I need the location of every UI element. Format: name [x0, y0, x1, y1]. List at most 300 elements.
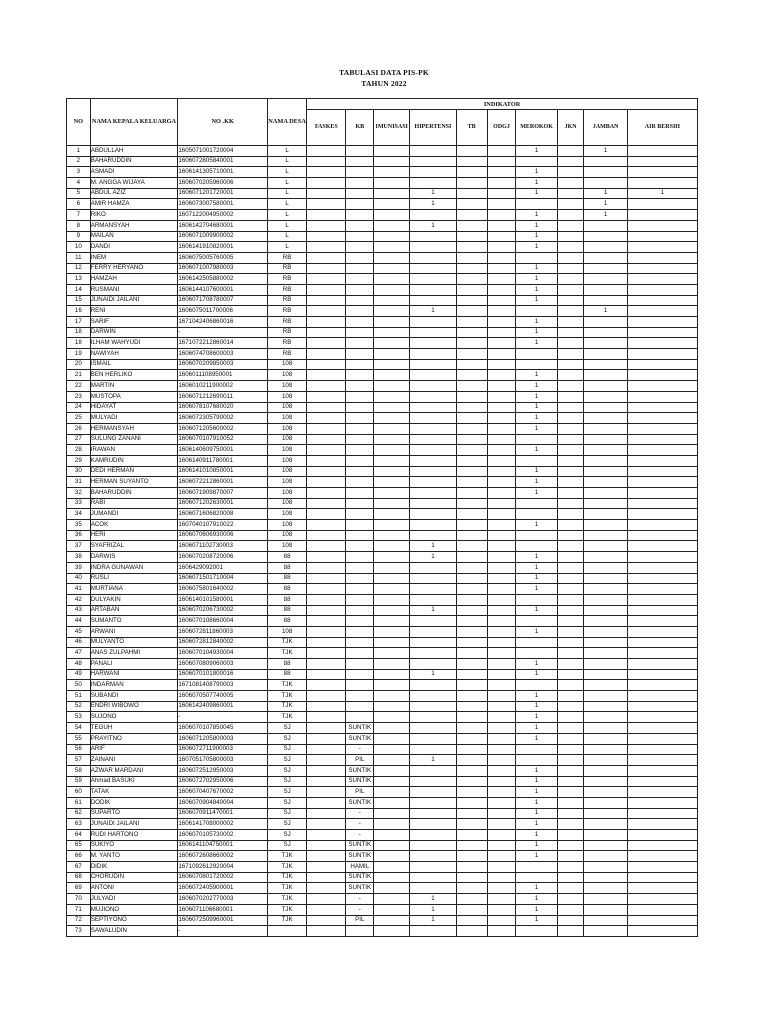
table-row	[67, 477, 698, 488]
cell-desa: SJ	[268, 819, 307, 830]
cell-air-bersih	[627, 594, 697, 605]
cell-jamban	[584, 530, 627, 541]
cell-imunisasi	[374, 263, 410, 274]
cell-tb	[456, 594, 487, 605]
table-row	[67, 520, 698, 531]
cell-faskes	[307, 659, 346, 670]
cell-tb	[456, 680, 487, 691]
table-row	[67, 541, 698, 552]
cell-air-bersih	[627, 862, 697, 873]
cell-jkn	[557, 637, 584, 648]
cell-faskes	[307, 370, 346, 381]
cell-imunisasi	[374, 904, 410, 915]
cell-desa: 108	[268, 413, 307, 424]
cell-jkn	[557, 626, 584, 637]
cell-nama: SEPTIYONO	[90, 915, 178, 926]
cell-no: 55	[67, 733, 91, 744]
cell-kb	[346, 381, 374, 392]
cell-merokok: 1	[516, 562, 557, 573]
cell-nama: HERMANSYAH	[90, 423, 178, 434]
cell-merokok: 1	[516, 669, 557, 680]
cell-odgj	[487, 423, 516, 434]
cell-jkn	[557, 701, 584, 712]
table-row	[67, 573, 698, 584]
cell-no-kk: 1606140911780001	[178, 455, 268, 466]
cell-odgj	[487, 819, 516, 830]
cell-no: 24	[67, 402, 91, 413]
cell-jamban	[584, 231, 627, 242]
cell-desa: 88	[268, 584, 307, 595]
cell-air-bersih	[627, 220, 697, 231]
cell-nama: MURTIANA	[90, 584, 178, 595]
cell-desa: 108	[268, 445, 307, 456]
cell-odgj	[487, 926, 516, 937]
cell-nama: Ahmad BASUKI	[90, 776, 178, 787]
cell-merokok	[516, 306, 557, 317]
cell-no-kk: 1606070206730002	[178, 605, 268, 616]
cell-jamban	[584, 872, 627, 883]
cell-imunisasi	[374, 712, 410, 723]
cell-no-kk: 1606429092001	[178, 562, 268, 573]
cell-desa: RB	[268, 306, 307, 317]
cell-odgj	[487, 327, 516, 338]
cell-tb	[456, 252, 487, 263]
cell-hipertensi	[410, 862, 456, 873]
cell-nama: BAHARUDDIN	[90, 156, 178, 167]
cell-tb	[456, 188, 487, 199]
cell-merokok: 1	[516, 210, 557, 221]
cell-no-kk: 1606078107680020	[178, 402, 268, 413]
cell-desa: TJK	[268, 883, 307, 894]
cell-jkn	[557, 156, 584, 167]
table-row	[67, 167, 698, 178]
cell-nama: NAWIYAH	[90, 349, 178, 360]
cell-no: 37	[67, 541, 91, 552]
cell-tb	[456, 509, 487, 520]
table-row	[67, 712, 698, 723]
cell-hipertensi	[410, 445, 456, 456]
cell-jkn	[557, 755, 584, 766]
cell-odgj	[487, 509, 516, 520]
cell-desa: SJ	[268, 830, 307, 841]
table-row	[67, 349, 698, 360]
cell-desa: TJK	[268, 712, 307, 723]
cell-imunisasi	[374, 402, 410, 413]
cell-faskes	[307, 488, 346, 499]
cell-odgj	[487, 488, 516, 499]
cell-odgj	[487, 359, 516, 370]
cell-odgj	[487, 466, 516, 477]
cell-faskes	[307, 284, 346, 295]
cell-desa: 108	[268, 370, 307, 381]
cell-kb	[346, 488, 374, 499]
cell-desa: L	[268, 156, 307, 167]
cell-nama: ANAS ZULPAHMI	[90, 648, 178, 659]
cell-kb	[346, 616, 374, 627]
cell-kb: -	[346, 830, 374, 841]
cell-kb	[346, 391, 374, 402]
cell-jamban	[584, 242, 627, 253]
cell-hipertensi: 1	[410, 306, 456, 317]
cell-odgj	[487, 680, 516, 691]
cell-air-bersih	[627, 605, 697, 616]
cell-desa: 108	[268, 530, 307, 541]
cell-tb	[456, 733, 487, 744]
cell-air-bersih	[627, 434, 697, 445]
header-indikator: INDIKATOR	[307, 99, 698, 110]
cell-hipertensi	[410, 434, 456, 445]
table-row	[67, 904, 698, 915]
cell-merokok: 1	[516, 295, 557, 306]
table-row	[67, 381, 698, 392]
cell-air-bersih	[627, 317, 697, 328]
cell-hipertensi	[410, 210, 456, 221]
cell-imunisasi	[374, 520, 410, 531]
cell-imunisasi	[374, 381, 410, 392]
cell-no: 10	[67, 242, 91, 253]
cell-odgj	[487, 445, 516, 456]
cell-jkn	[557, 252, 584, 263]
cell-jkn	[557, 338, 584, 349]
cell-imunisasi	[374, 466, 410, 477]
cell-odgj	[487, 712, 516, 723]
table-row	[67, 220, 698, 231]
cell-imunisasi	[374, 423, 410, 434]
table-row	[67, 915, 698, 926]
cell-odgj	[487, 915, 516, 926]
cell-tb	[456, 210, 487, 221]
cell-nama: ZAINANI	[90, 755, 178, 766]
cell-desa: L	[268, 167, 307, 178]
cell-merokok: 1	[516, 284, 557, 295]
cell-kb	[346, 413, 374, 424]
cell-faskes	[307, 306, 346, 317]
cell-air-bersih	[627, 509, 697, 520]
cell-jamban	[584, 765, 627, 776]
cell-air-bersih	[627, 872, 697, 883]
cell-desa: SJ	[268, 776, 307, 787]
cell-jamban	[584, 284, 627, 295]
cell-tb	[456, 520, 487, 531]
cell-nama: JUMANDI	[90, 509, 178, 520]
cell-air-bersih	[627, 894, 697, 905]
cell-nama: FERRY HERYANO	[90, 263, 178, 274]
cell-no-kk: 1606071102730003	[178, 541, 268, 552]
cell-kb	[346, 669, 374, 680]
cell-hipertensi	[410, 530, 456, 541]
cell-jamban: 1	[584, 188, 627, 199]
cell-no-kk: 1606142704680001	[178, 220, 268, 231]
cell-no-kk: 1606071909870007	[178, 488, 268, 499]
cell-no: 51	[67, 691, 91, 702]
table-row	[67, 199, 698, 210]
cell-imunisasi	[374, 626, 410, 637]
cell-jkn	[557, 562, 584, 573]
cell-nama: RUDI HARTONO	[90, 830, 178, 841]
cell-imunisasi	[374, 659, 410, 670]
cell-hipertensi	[410, 413, 456, 424]
cell-merokok: 1	[516, 573, 557, 584]
cell-odgj	[487, 434, 516, 445]
cell-jamban	[584, 402, 627, 413]
cell-jamban: 1	[584, 210, 627, 221]
cell-hipertensi	[410, 584, 456, 595]
cell-no-kk: 1606071007980003	[178, 263, 268, 274]
cell-merokok: 1	[516, 327, 557, 338]
cell-no: 21	[67, 370, 91, 381]
cell-no-kk: 1606141104750001	[178, 840, 268, 851]
table-row	[67, 306, 698, 317]
cell-no: 67	[67, 862, 91, 873]
cell-jkn	[557, 402, 584, 413]
cell-merokok	[516, 434, 557, 445]
cell-hipertensi	[410, 274, 456, 285]
cell-air-bersih	[627, 851, 697, 862]
cell-kb: PIL	[346, 755, 374, 766]
cell-no: 41	[67, 584, 91, 595]
cell-imunisasi	[374, 413, 410, 424]
table-row	[67, 669, 698, 680]
cell-faskes	[307, 199, 346, 210]
cell-imunisasi	[374, 477, 410, 488]
cell-nama: SYAFRIZAL	[90, 541, 178, 552]
cell-jamban	[584, 840, 627, 851]
cell-nama: BAHARUDDIN	[90, 488, 178, 499]
cell-faskes	[307, 274, 346, 285]
cell-no-kk: 1606073007580001	[178, 199, 268, 210]
cell-air-bersih	[627, 252, 697, 263]
cell-kb	[346, 926, 374, 937]
cell-tb	[456, 755, 487, 766]
cell-odgj	[487, 723, 516, 734]
cell-merokok	[516, 498, 557, 509]
cell-nama: ILHAM WAHYUDI	[90, 338, 178, 349]
cell-nama: DULYAKIN	[90, 594, 178, 605]
cell-air-bersih	[627, 359, 697, 370]
cell-merokok: 1	[516, 231, 557, 242]
cell-imunisasi	[374, 242, 410, 253]
cell-faskes	[307, 926, 346, 937]
cell-kb	[346, 199, 374, 210]
cell-kb	[346, 284, 374, 295]
cell-nama: MULYADI	[90, 413, 178, 424]
cell-desa: TJK	[268, 894, 307, 905]
header-hipertensi: HIPERTENSI	[410, 110, 456, 146]
cell-air-bersih	[627, 562, 697, 573]
cell-nama: ENDRI WIBOWO	[90, 701, 178, 712]
cell-faskes	[307, 808, 346, 819]
cell-hipertensi	[410, 167, 456, 178]
cell-merokok: 1	[516, 274, 557, 285]
cell-air-bersih	[627, 776, 697, 787]
cell-faskes	[307, 691, 346, 702]
cell-faskes	[307, 146, 346, 157]
cell-faskes	[307, 295, 346, 306]
cell-kb: SUNTIK	[346, 840, 374, 851]
cell-hipertensi	[410, 488, 456, 499]
cell-desa: TJK	[268, 648, 307, 659]
cell-jamban	[584, 573, 627, 584]
cell-nama: HERMAN SUYANTO	[90, 477, 178, 488]
cell-faskes	[307, 263, 346, 274]
cell-no: 5	[67, 188, 91, 199]
cell-kb	[346, 252, 374, 263]
cell-jkn	[557, 776, 584, 787]
cell-merokok	[516, 755, 557, 766]
cell-jkn	[557, 178, 584, 189]
cell-jamban	[584, 605, 627, 616]
table-row	[67, 605, 698, 616]
cell-odgj	[487, 381, 516, 392]
cell-kb	[346, 402, 374, 413]
cell-air-bersih	[627, 381, 697, 392]
cell-desa: RB	[268, 295, 307, 306]
cell-air-bersih	[627, 680, 697, 691]
cell-desa	[268, 926, 307, 937]
cell-air-bersih	[627, 573, 697, 584]
cell-odgj	[487, 455, 516, 466]
cell-nama: JULYADI	[90, 894, 178, 905]
cell-merokok	[516, 648, 557, 659]
cell-no-kk: 1607040107910022	[178, 520, 268, 531]
cell-air-bersih	[627, 178, 697, 189]
cell-air-bersih	[627, 284, 697, 295]
cell-kb	[346, 637, 374, 648]
cell-kb	[346, 210, 374, 221]
cell-imunisasi	[374, 616, 410, 627]
cell-kb	[346, 156, 374, 167]
cell-imunisasi	[374, 787, 410, 798]
cell-nama: RENI	[90, 306, 178, 317]
cell-nama: INDARMAN	[90, 680, 178, 691]
cell-imunisasi	[374, 338, 410, 349]
cell-tb	[456, 616, 487, 627]
cell-imunisasi	[374, 455, 410, 466]
cell-tb	[456, 712, 487, 723]
cell-tb	[456, 156, 487, 167]
cell-air-bersih	[627, 327, 697, 338]
cell-jkn	[557, 797, 584, 808]
cell-air-bersih	[627, 819, 697, 830]
cell-no-kk: 1606071205800003	[178, 733, 268, 744]
table-row	[67, 263, 698, 274]
cell-hipertensi	[410, 733, 456, 744]
cell-jkn	[557, 851, 584, 862]
cell-air-bersih	[627, 755, 697, 766]
cell-jamban	[584, 862, 627, 873]
cell-nama: AMIR HAMZA	[90, 199, 178, 210]
cell-no-kk: 1671042406860016	[178, 317, 268, 328]
cell-no: 49	[67, 669, 91, 680]
cell-faskes	[307, 210, 346, 221]
cell-imunisasi	[374, 733, 410, 744]
cell-merokok: 1	[516, 883, 557, 894]
table-row	[67, 744, 698, 755]
table-row	[67, 765, 698, 776]
cell-tb	[456, 626, 487, 637]
cell-no: 19	[67, 349, 91, 360]
cell-no-kk: 1606075005760005	[178, 252, 268, 263]
cell-nama: MAILAN	[90, 231, 178, 242]
cell-tb	[456, 926, 487, 937]
cell-jamban	[584, 167, 627, 178]
cell-jamban	[584, 894, 627, 905]
cell-odgj	[487, 338, 516, 349]
cell-jkn	[557, 455, 584, 466]
cell-odgj	[487, 584, 516, 595]
cell-tb	[456, 317, 487, 328]
cell-no-kk: 1606072711900003	[178, 744, 268, 755]
cell-jkn	[557, 830, 584, 841]
cell-hipertensi: 1	[410, 605, 456, 616]
header-jkn: JKN	[557, 110, 584, 146]
table-row	[67, 146, 698, 157]
table-row	[67, 455, 698, 466]
cell-jamban	[584, 520, 627, 531]
cell-faskes	[307, 252, 346, 263]
header-air-bersih: AIR BERSIH	[627, 110, 697, 146]
cell-no-kk: 1606070209850003	[178, 359, 268, 370]
cell-no: 32	[67, 488, 91, 499]
cell-desa: L	[268, 220, 307, 231]
cell-no-kk: 1671081408790003	[178, 680, 268, 691]
header-odgj: ODGJ	[487, 110, 516, 146]
cell-desa: SJ	[268, 840, 307, 851]
cell-no-kk: 1606142409860001	[178, 701, 268, 712]
table-row	[67, 637, 698, 648]
cell-merokok: 1	[516, 787, 557, 798]
cell-kb	[346, 359, 374, 370]
cell-nama: RIKO	[90, 210, 178, 221]
cell-desa: TJK	[268, 904, 307, 915]
cell-no: 60	[67, 787, 91, 798]
cell-kb	[346, 349, 374, 360]
cell-no-kk: 1671092612920004	[178, 862, 268, 873]
cell-odgj	[487, 883, 516, 894]
cell-faskes	[307, 423, 346, 434]
cell-odgj	[487, 830, 516, 841]
cell-tb	[456, 338, 487, 349]
cell-faskes	[307, 669, 346, 680]
cell-nama: ANTONI	[90, 883, 178, 894]
table-row	[67, 359, 698, 370]
cell-imunisasi	[374, 744, 410, 755]
table-row	[67, 808, 698, 819]
cell-nama: ACOK	[90, 520, 178, 531]
cell-odgj	[487, 349, 516, 360]
table-row	[67, 926, 698, 937]
cell-jkn	[557, 872, 584, 883]
cell-kb	[346, 423, 374, 434]
cell-faskes	[307, 455, 346, 466]
cell-nama: BEN HERLIKO	[90, 370, 178, 381]
cell-jkn	[557, 733, 584, 744]
cell-faskes	[307, 883, 346, 894]
table-row	[67, 787, 698, 798]
cell-kb	[346, 434, 374, 445]
cell-kb	[346, 295, 374, 306]
cell-imunisasi	[374, 391, 410, 402]
cell-no-kk: 1606070107910052	[178, 434, 268, 445]
cell-jkn	[557, 370, 584, 381]
cell-no-kk: -	[178, 926, 268, 937]
cell-air-bersih	[627, 263, 697, 274]
cell-kb	[346, 509, 374, 520]
cell-desa: RB	[268, 338, 307, 349]
cell-no-kk: 1606071501710004	[178, 573, 268, 584]
cell-no: 54	[67, 723, 91, 734]
cell-odgj	[487, 242, 516, 253]
